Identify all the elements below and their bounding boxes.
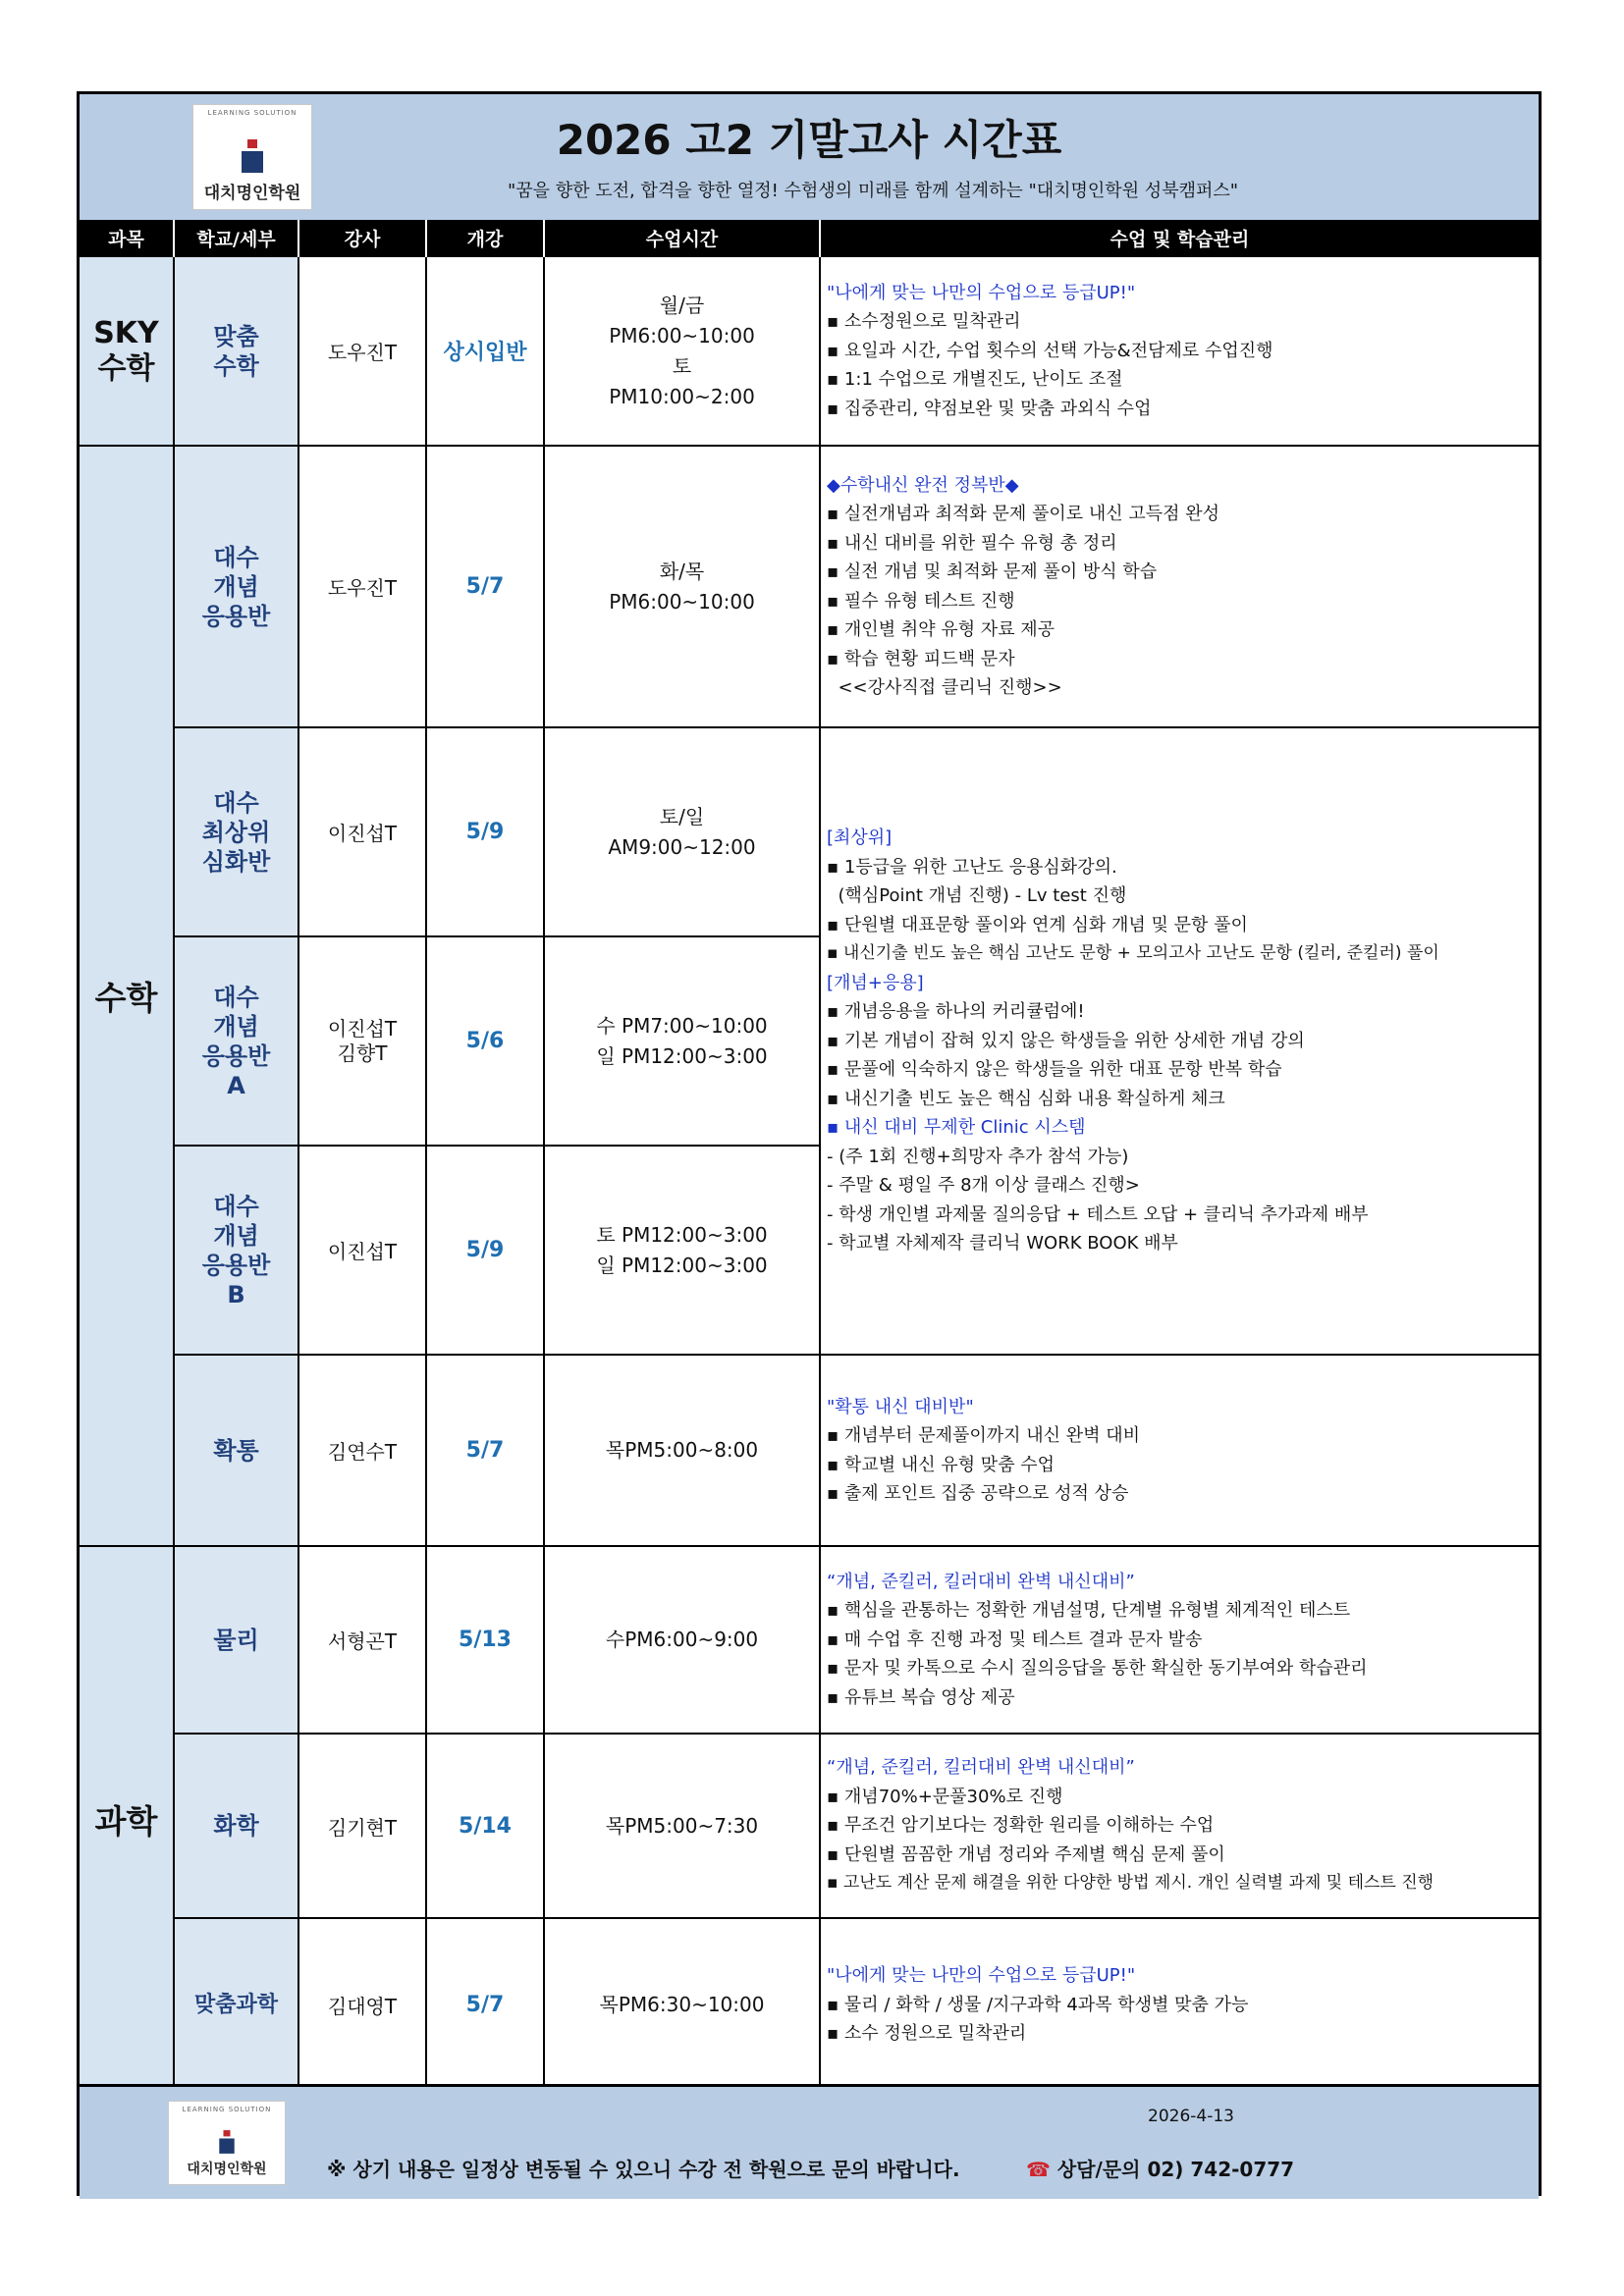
info-line: ▪ 학교별 내신 유형 맞춤 수업 [827, 1454, 1056, 1475]
subject-label: SKY 수학 [93, 315, 159, 386]
time-line: AM9:00~12:00 [608, 834, 756, 859]
teacher-name: 도우진T [298, 256, 426, 446]
class-info [820, 1918, 1539, 2092]
course-line: 개념 [213, 1012, 259, 1041]
info-line: ▪ 집중관리, 약점보완 및 맞춤 과외식 수업 [827, 398, 1152, 419]
logo-mark-icon [219, 2130, 234, 2154]
course-name: 물리 [174, 1546, 298, 1734]
info-line: ▪ 기본 개념이 잡혀 있지 않은 학생들을 위한 상세한 개념 강의 [827, 1030, 1305, 1051]
teacher-name: 이진섭T [298, 727, 426, 936]
class-info [820, 1546, 1539, 1734]
info-line: ▪ 무조건 암기보다는 정확한 원리를 이해하는 수업 [827, 1815, 1215, 1837]
course-line: 대수 [213, 1192, 259, 1220]
course-line: 응용반 [201, 1041, 271, 1070]
info-headline: “개념, 준킬러, 킬러대비 완벽 내신대비” [827, 1757, 1135, 1779]
time-line: 토 PM12:00~3:00 [596, 1222, 768, 1247]
open-date: 5/7 [426, 1918, 544, 2092]
time-line: 화/목 [659, 559, 705, 583]
time-line: 일 PM12:00~3:00 [596, 1253, 768, 1277]
logo-text: 대치명인학원 [187, 2162, 267, 2177]
col-header-school: 학교/세부 [174, 220, 298, 256]
info-line: ▪ 요일과 시간, 수업 횟수의 선택 가능&전담제로 수업진행 [827, 340, 1273, 361]
class-time [544, 446, 820, 727]
class-time: 목PM5:00~7:30 [544, 1734, 820, 1918]
time-line: 수 PM7:00~10:00 [596, 1013, 768, 1038]
info-line: ▪ 단원별 대표문항 풀이와 연계 심화 개념 및 문항 풀이 [827, 914, 1248, 935]
open-date: 5/9 [426, 727, 544, 936]
table-row [80, 727, 1539, 936]
info-line: ▪ 1:1 수업으로 개별진도, 난이도 조절 [827, 369, 1123, 391]
course-name [174, 936, 298, 1146]
teacher-name: 서형곤T [298, 1546, 426, 1734]
open-date: 5/14 [426, 1734, 544, 1918]
logo-text: 대치명인학원 [203, 184, 301, 203]
course-name [174, 446, 298, 727]
info-line: ▪ 1등급을 위한 고난도 응용심화강의. [827, 856, 1117, 878]
teacher-line: 이진섭T [327, 1016, 398, 1041]
info-line: ▪ 문자 및 카톡으로 수시 질의응답을 통한 확실한 동기부여와 학습관리 [827, 1658, 1368, 1680]
course-line: 대수 [213, 788, 259, 817]
course-name: 확통 [174, 1355, 298, 1546]
course-line: 대수 [213, 543, 259, 571]
class-info-shared [820, 727, 1539, 1355]
info-line: ▪ 핵심을 관통하는 정확한 개념설명, 단계별 유형별 체계적인 테스트 [827, 1600, 1351, 1622]
open-date: 5/7 [426, 1355, 544, 1546]
info-headline: “개념, 준킬러, 킬러대비 완벽 내신대비” [827, 1571, 1135, 1592]
info-line: ▪ 고난도 계산 문제 해결을 위한 다양한 방법 제시. 개인 실력별 과제 및 테스트 진행 [827, 1873, 1435, 1894]
info-line: ▪ 소수정원으로 밀착관리 [827, 311, 1021, 333]
course-name: 화학 [174, 1734, 298, 1918]
course-line: 최상위 [201, 818, 271, 846]
class-time: 목PM5:00~8:00 [544, 1355, 820, 1546]
info-line: ▪ 유튜브 복습 영상 제공 [827, 1686, 1015, 1708]
class-info [820, 256, 1539, 446]
col-header-info: 수업 및 학습관리 [820, 220, 1539, 256]
info-line: ▪ 필수 유형 테스트 진행 [827, 590, 1015, 612]
course-line: 응용반 [201, 602, 271, 630]
info-highlight: ▪ 내신 대비 무제한 Clinic 시스템 [827, 1117, 1086, 1139]
info-line: ▪ 실전개념과 최적화 문제 풀이로 내신 고득점 완성 [827, 504, 1220, 524]
info-line: ▪ 물리 / 화학 / 생물 /지구과학 4과목 학생별 맞춤 가능 [827, 1994, 1249, 2015]
course-line: 대수 [213, 983, 259, 1011]
header [80, 94, 1539, 223]
info-headline: "나에게 맞는 나만의 수업으로 등급UP!" [827, 282, 1136, 303]
table-row [80, 1734, 1539, 1918]
info-line: - 학교별 자체제작 클리닉 WORK BOOK 배부 [827, 1233, 1178, 1255]
info-line: <<강사직접 클리닉 진행>> [827, 677, 1062, 698]
teacher-name: 이진섭T [298, 1146, 426, 1355]
class-info [820, 1355, 1539, 1546]
time-line: 월/금 [659, 293, 705, 317]
info-headline: "확통 내신 대비반" [827, 1396, 974, 1417]
col-header-time: 수업시간 [544, 220, 820, 256]
course-name: 맞춤 수학 [174, 256, 298, 446]
time-line: PM6:00~10:00 [609, 589, 755, 614]
notice-text: ※ 상기 내용은 일정상 변동될 수 있으니 수강 전 학원으로 문의 바랍니다. [327, 2158, 960, 2181]
table-row [80, 256, 1539, 446]
teacher-name [298, 936, 426, 1146]
class-time: 목PM6:30~10:00 [544, 1918, 820, 2092]
class-time [544, 1146, 820, 1355]
teacher-line: 김향T [337, 1041, 388, 1065]
subject-math: 수학 [80, 446, 174, 1546]
issue-date: 2026-4-13 [1148, 2107, 1234, 2126]
open-date: 5/9 [426, 1146, 544, 1355]
timetable-frame [77, 91, 1542, 2196]
slogan: "꿈을 향한 도전, 합격을 향한 열정! 수험생의 미래를 함께 설계하는 "대치명인학원 성북캠퍼스" [507, 181, 1239, 201]
col-header-open: 개강 [426, 220, 544, 256]
subject-science: 과학 [80, 1546, 174, 2092]
info-line: ▪ 내신기출 빈도 높은 핵심 심화 내용 확실하게 체크 [827, 1088, 1225, 1109]
table-row [80, 1918, 1539, 2092]
open-date: 5/7 [426, 446, 544, 727]
info-line: ▪ 개념부터 문제풀이까지 내신 완벽 대비 [827, 1425, 1141, 1446]
info-line: - (주 1회 진행+희망자 추가 참석 가능) [827, 1146, 1129, 1167]
info-line: ▪ 개념70%+문풀30%로 진행 [827, 1786, 1063, 1807]
course-line: 심화반 [201, 847, 271, 876]
course-line: A [227, 1071, 245, 1099]
open-date: 5/6 [426, 936, 544, 1146]
course-line: 개념 [213, 572, 259, 601]
contact-text[interactable]: 상담/문의 02) 742-0777 [1056, 2158, 1295, 2181]
open-date: 5/13 [426, 1546, 544, 1734]
time-line: 일 PM12:00~3:00 [596, 1043, 768, 1068]
info-line: ▪ 내신기출 빈도 높은 핵심 고난도 문항 + 모의고사 고난도 문항 (킬러, 준킬러) 풀이 [827, 943, 1439, 964]
class-time [544, 727, 820, 936]
course-name [174, 727, 298, 936]
course-name: 맞춤과학 [174, 1918, 298, 2092]
logo-arc-text: LEARNING SOLUTION [182, 2106, 272, 2113]
info-headline: "나에게 맞는 나만의 수업으로 등급UP!" [827, 1965, 1136, 1987]
info-line: ▪ 문풀에 익숙하지 않은 학생들을 위한 대표 문항 반복 학습 [827, 1059, 1282, 1081]
info-line: ▪ 개인별 취약 유형 자료 제공 [827, 619, 1056, 640]
teacher-name: 도우진T [298, 446, 426, 727]
info-line: ▪ 학습 현황 피드백 문자 [827, 648, 1015, 669]
col-header-subject: 과목 [80, 220, 174, 256]
class-info [820, 446, 1539, 727]
footer [80, 2084, 1539, 2199]
table-header-row [80, 220, 1539, 256]
info-section-label: [최상위] [827, 828, 893, 849]
course-line: 개념 [213, 1221, 259, 1250]
info-line: ▪ 출제 포인트 집중 공략으로 성적 상승 [827, 1483, 1129, 1504]
info-line: ▪ 실전 개념 및 최적화 문제 풀이 방식 학습 [827, 561, 1158, 582]
footer-logo [168, 2101, 286, 2185]
contact-info [1026, 2154, 1294, 2182]
course-name [174, 1146, 298, 1355]
class-time: 수PM6:00~9:00 [544, 1546, 820, 1734]
time-line: 토/일 [659, 804, 705, 828]
time-line: PM10:00~2:00 [609, 384, 755, 408]
teacher-name: 김대영T [298, 1918, 426, 2092]
class-info [820, 1734, 1539, 1918]
teacher-name: 김연수T [298, 1355, 426, 1546]
info-section-label: [개념+응용] [827, 972, 924, 993]
class-time [544, 936, 820, 1146]
open-date: 상시입반 [426, 256, 544, 446]
timetable [80, 220, 1539, 2093]
info-line: ▪ 매 수업 후 진행 과정 및 테스트 결과 문자 발송 [827, 1629, 1203, 1650]
phone-icon: ☎ [1026, 2158, 1051, 2181]
info-line: ▪ 내신 대비를 위한 필수 유형 총 정리 [827, 532, 1117, 554]
course-line: 응용반 [201, 1251, 271, 1279]
info-headline: ◆수학내신 완전 정복반◆ [827, 474, 1019, 496]
table-row [80, 1546, 1539, 1734]
time-line: 토 [672, 353, 692, 378]
table-row [80, 446, 1539, 727]
time-line: PM6:00~10:00 [609, 323, 755, 347]
subject-sky-math [80, 256, 174, 446]
info-line: - 학생 개인별 과제물 질의응답 + 테스트 오답 + 클리닉 추가과제 배부 [827, 1203, 1369, 1225]
info-line: ▪ 개념응용을 하나의 커리큘럼에! [827, 1001, 1085, 1023]
info-line: (핵심Point 개념 진행) - Lv test 진행 [827, 885, 1127, 907]
class-time [544, 256, 820, 446]
table-row [80, 1355, 1539, 1546]
col-header-teacher: 강사 [298, 220, 426, 256]
info-line: ▪ 단원별 꼼꼼한 개념 정리와 주제별 핵심 문제 풀이 [827, 1843, 1225, 1865]
info-line: ▪ 소수 정원으로 밀착관리 [827, 2023, 1027, 2045]
course-line: B [227, 1280, 245, 1308]
teacher-name: 김기현T [298, 1734, 426, 1918]
info-line: - 주말 & 평일 주 8개 이상 클래스 진행> [827, 1175, 1140, 1197]
page-title: 2026 고2 기말고사 시간표 [556, 116, 1062, 164]
logo-arc-text: LEARNING SOLUTION [207, 109, 298, 117]
